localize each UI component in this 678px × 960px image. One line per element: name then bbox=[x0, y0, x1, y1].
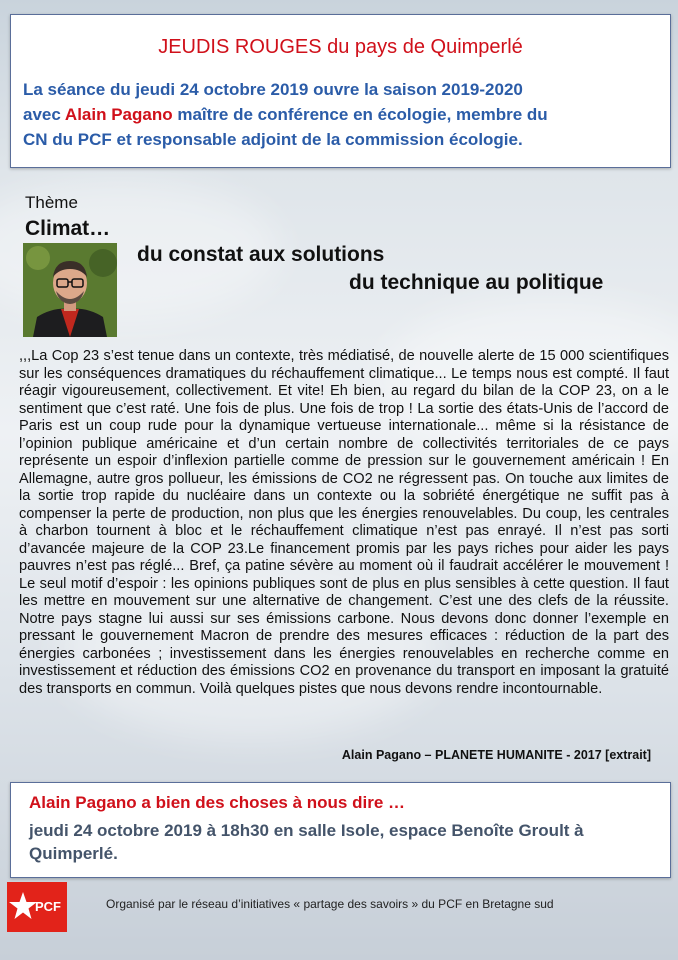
header-line-2-suffix: maître de conférence en écologie, membre du bbox=[172, 105, 548, 124]
theme-subtitle-1: du constat aux solutions bbox=[137, 243, 385, 266]
header-line-2-prefix: avec bbox=[23, 105, 65, 124]
header-title bbox=[11, 36, 670, 59]
header-title-main: JEUDIS ROUGES bbox=[158, 36, 322, 58]
footer-organizer: Organisé par le réseau d’initiatives « partage des savoirs » du PCF en Bretagne sud bbox=[106, 897, 554, 911]
event-title: Alain Pagano a bien des choses à nous dire … bbox=[29, 793, 405, 812]
theme-subtitle-2: du technique au politique bbox=[349, 271, 604, 294]
speaker-photo bbox=[23, 243, 117, 337]
event-box bbox=[10, 782, 671, 878]
header-line-3: CN du PCF et responsable adjoint de la commission écologie. bbox=[23, 130, 523, 149]
quote-text: ,,,La Cop 23 s’est tenue dans un contexte, très médiatisé, de nouvelle alerte de 15 000 scientifiques sur les conséquences dramatiques du réchauffement climatique... Le temps nous est compté. Il faut réagir vigoureusement, collectivement. Et vite! Eh bien, au regard du bilan de la COP 23, on a le sentiment que c’est raté. Une fois de plus. Une fois de trop ! La sortie des états-Unis de l’accord de Paris est un coup rude pour la dynamique vertueuse internationale... même si la résistance de l’opinion publique américaine et d’un certain nombre de collectivités territoriales de ce pays représente un espoir d’inflexion partielle comme de pression sur le gouvernement américain ! En Allemagne, autre gros pollueur, les émissions de CO2 ne régressent pas. On touche aux limites de la sortie trop rapide du nucléaire dans un contexte ou la sobriété énergétique ne suffit pas à compenser la perte de production, non plus que les énergies renouvelables. Du coup, les centrales à charbon tournent à bloc et le réchauffement climatique n’est pas enrayé. Il n’est pas sorti d’avancée majeure de la COP 23.Le financement promis par les pays riches pour aider les pays pauvres n’est pas réglé... Bref, ça patine sévère au moment où il faudrait accélérer le mouvement ! Le seul motif d’espoir : les opinions publiques sont de plus en plus sensibles à cette question. Il faut les mettre en mouvement sur une alternative de changement. C’est une des clefs de la réussite. Notre pays stagne lui aussi sur ses émissions carbone. Nous devons donc donner l’exemple en pressant le gouvernement Macron de prendre des mesures efficaces : réduction de la part des énergies carbonées ; investissement dans les énergies renouvelables en recherche comme en investissement et réduction des émissions CO2 en provenance du transport en imposant la gratuité des transports en commun. Voilà quelques pistes que nous devons rendre incontournable. bbox=[19, 348, 669, 697]
theme-title: Climat… bbox=[25, 217, 111, 240]
speaker-name: Alain Pagano bbox=[64, 105, 173, 124]
quote-signature: Alain Pagano – PLANETE HUMANITE - 2017 [extrait] bbox=[341, 748, 651, 762]
theme-label: Thème bbox=[25, 193, 78, 212]
pcf-logo-text: PCF bbox=[35, 899, 61, 914]
header-title-sub: du pays de Quimperlé bbox=[321, 36, 523, 58]
speaker-portrait-icon bbox=[23, 243, 117, 337]
header-line-1: La séance du jeudi 24 octobre 2019 ouvre la saison 2019-2020 bbox=[23, 80, 523, 99]
event-details: jeudi 24 octobre 2019 à 18h30 en salle Isole, espace Benoîte Groult à Quimperlé. bbox=[29, 821, 584, 863]
header-box bbox=[10, 14, 671, 168]
header-line-2 bbox=[23, 102, 662, 127]
pcf-logo bbox=[7, 882, 67, 932]
header-announcement bbox=[23, 77, 662, 152]
